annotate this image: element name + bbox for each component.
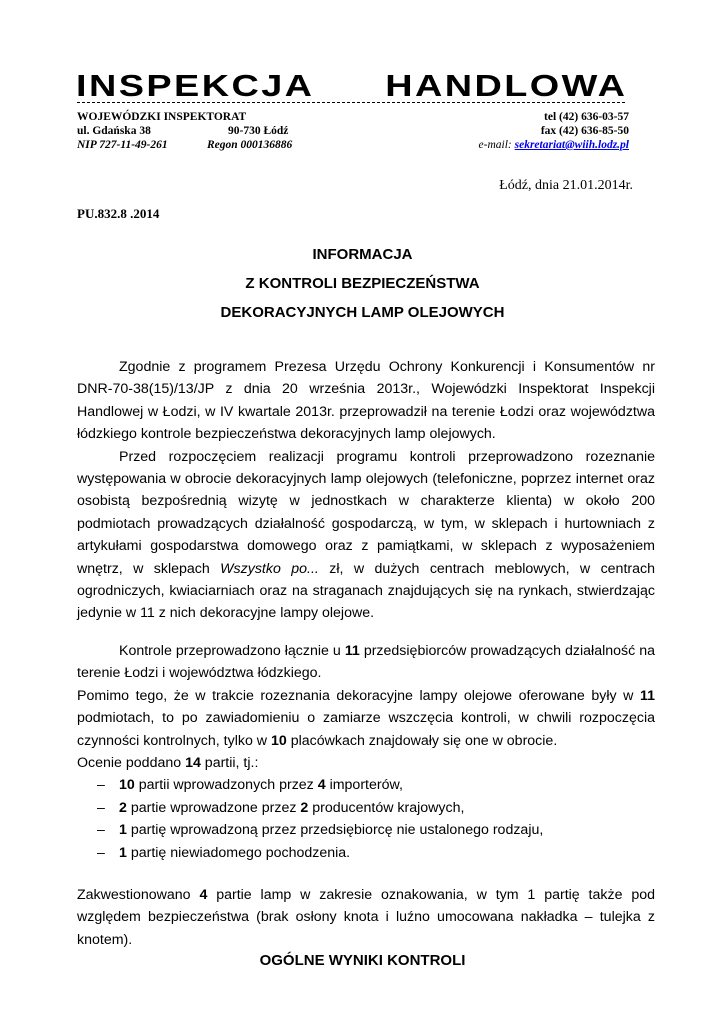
office-fax: fax (42) 636-85-50	[540, 125, 629, 137]
list-item: – 1 partię wprowadzoną przez przedsiębiorcę nie ustalonego rodzaju,	[77, 819, 655, 841]
title-line-3: DEKORACYJNYCH LAMP OLEJOWYCH	[220, 304, 505, 321]
header-divider	[77, 102, 625, 103]
shop-name: Wszystko po...	[220, 560, 319, 577]
email-label: e-mail:	[478, 139, 515, 151]
section-heading: OGÓLNE WYNIKI KONTROLI	[259, 952, 466, 969]
body-block-3	[77, 884, 655, 951]
office-postal: 90-730 Łódź	[228, 125, 289, 137]
office-nip: NIP 727-11-49-261	[77, 139, 168, 151]
body-block-1	[77, 356, 655, 625]
list-item: – 10 partii wprowadzonych przez 4 importerów,	[77, 774, 655, 796]
batch-list	[77, 774, 655, 864]
paragraph-6: Zakwestionowano 4 partie lamp w zakresie oznakowania, w tym 1 partię także pod względem bezpieczeństwa (brak osłony knota i luźno umocowana nakładka – tulejka z knotem).	[77, 887, 655, 948]
title-line-2: Z KONTROLI BEZPIECZEŃSTWA	[245, 275, 480, 292]
paragraph-3: Kontrole przeprowadzono łącznie u 11 przedsiębiorców prowadzących działalność na terenie Łodzi i województwa łódzkiego.	[77, 643, 655, 682]
list-item: – 2 partie wprowadzone przez 2 producentów krajowych,	[77, 797, 655, 819]
email-link[interactable]: sekretariat@wiih.lodz.pl	[514, 139, 629, 151]
letterhead-logo	[76, 70, 627, 104]
list-item: – 1 partię niewiadomego pochodzenia.	[77, 842, 655, 864]
office-email	[479, 138, 629, 152]
office-regon: Regon 000136886	[207, 139, 293, 151]
logo-word-1: INSPEKCJA	[76, 68, 315, 103]
office-phone: tel (42) 636-03-57	[544, 111, 629, 123]
paragraph-1: Zgodnie z programem Prezesa Urzędu Ochrony Konkurencji i Konsumentów nr DNR-70-38(15)/13/JP z dnia 20 września 2013r., Wojewódzki Inspektorat Inspekcji Handlowej w Łodzi, w IV kwartale 2013r. przeprowadził na terenie Łodzi oraz województwa łódzkiego kontrole bezpieczeństwa dekoracyjnych lamp olejowych.	[77, 359, 655, 443]
reference-number: PU.832.8 .2014	[77, 206, 160, 221]
office-name: WOJEWÓDZKI INSPEKTORAT	[77, 111, 247, 123]
office-street: ul. Gdańska 38	[77, 125, 151, 137]
logo-word-2: HANDLOWA	[385, 68, 628, 103]
paragraph-5: Ocenie poddano 14 partii, tj.:	[77, 755, 259, 772]
place-date: Łódź, dnia 21.01.2014r.	[499, 178, 633, 193]
title-line-1: INFORMACJA	[312, 246, 413, 263]
paragraph-4: Pomimo tego, że w trakcie rozeznania dekoracyjne lampy olejowe oferowane były w 11 podmiotach, to po zawiadomieniu o zamiarze wszczęcia kontroli, w chwili rozpoczęcia czynności kontrolnych, tylko w 10 placówkach znajdowały się one w obrocie.	[77, 687, 655, 749]
body-block-2	[77, 640, 655, 864]
paragraph-2: Przed rozpoczęciem realizacji programu kontroli przeprowadzono rozeznanie występowania w obrocie dekoracyjnych lamp olejowych (telefoniczne, poprzez internet oraz osobistą bezpośrednią wizytę w jednostkach w charakterze klienta) w około 200 podmiotach prowadzących działalność gospodarczą, w tym, w sklepach i hurtowniach z artykułami gospodarstwa domowego oraz z pamiątkami, w sklepach z wyposażeniem wnętrz, w sklepach Wszystko po... zł, w dużych centrach meblowych, w centrach ogrodniczych, kwiaciarniach oraz na straganach znajdujących się na rynkach, stwierdzając jedynie w 11 z nich dekoracyjne lampy olejowe.	[77, 448, 655, 622]
